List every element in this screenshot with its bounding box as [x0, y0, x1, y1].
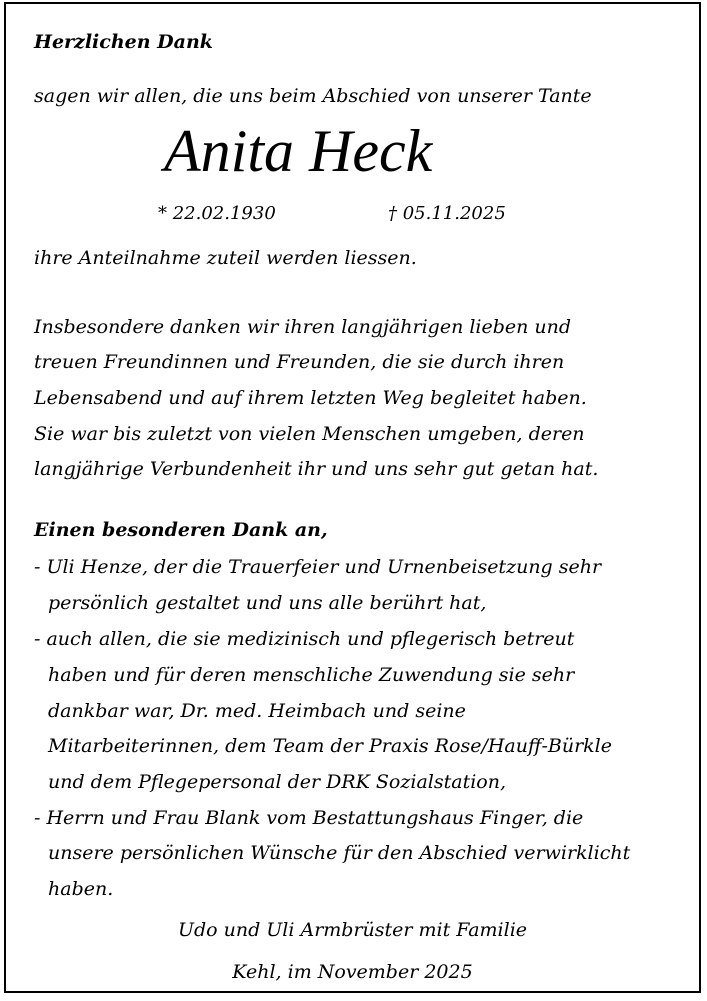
intro-line: sagen wir allen, die uns beim Abschied von unserer Tante — [34, 85, 592, 107]
thanks-item-line: Mitarbeiterinnen, dem Team der Praxis Rose/Hauff-Bürkle — [48, 735, 612, 757]
signature: Udo und Uli Armbrüster mit Familie — [177, 919, 528, 941]
deceased-name: Anita Heck — [164, 118, 433, 184]
paragraph-line: Lebensabend und auf ihrem letzten Weg begleitet haben. — [34, 387, 587, 409]
thanks-item-line: unsere persönlichen Wünsche für den Abschied verwirklicht — [48, 842, 631, 864]
thanks-item-line: - Herrn und Frau Blank vom Bestattungshaus Finger, die — [34, 807, 584, 829]
paragraph-line: langjährige Verbundenheit ihr und uns sehr gut getan hat. — [34, 458, 599, 480]
obituary-notice — [4, 2, 701, 993]
paragraph-line: Sie war bis zuletzt von vielen Menschen umgeben, deren — [34, 423, 585, 445]
thanks-item-line: - Uli Henze, der die Trauerfeier und Urnenbeisetzung sehr — [34, 556, 602, 578]
thanks-item-line: - auch allen, die sie medizinisch und pflegerisch betreut — [34, 628, 575, 650]
thanks-item-line: haben und für deren menschliche Zuwendung sie sehr — [48, 664, 575, 686]
thanks-item-line: dankbar war, Dr. med. Heimbach und seine — [48, 700, 466, 722]
paragraph-line: treuen Freundinnen und Freunden, die sie durch ihren — [34, 351, 565, 373]
thanks-item-line: haben. — [48, 878, 114, 900]
thanks-item-line: und dem Pflegepersonal der DRK Sozialstation, — [48, 771, 506, 793]
death-date: † 05.11.2025 — [388, 203, 506, 224]
place-date: Kehl, im November 2025 — [232, 961, 473, 983]
birth-date: * 22.02.1930 — [158, 203, 276, 224]
paragraph-line: Insbesondere danken wir ihren langjährigen lieben und — [34, 316, 572, 338]
heading: Herzlichen Dank — [34, 31, 213, 53]
thanks-heading: Einen besonderen Dank an, — [34, 519, 328, 541]
after-name-line: ihre Anteilnahme zuteil werden liessen. — [34, 247, 417, 269]
thanks-item-line: persönlich gestaltet und uns alle berührt hat, — [48, 592, 487, 614]
